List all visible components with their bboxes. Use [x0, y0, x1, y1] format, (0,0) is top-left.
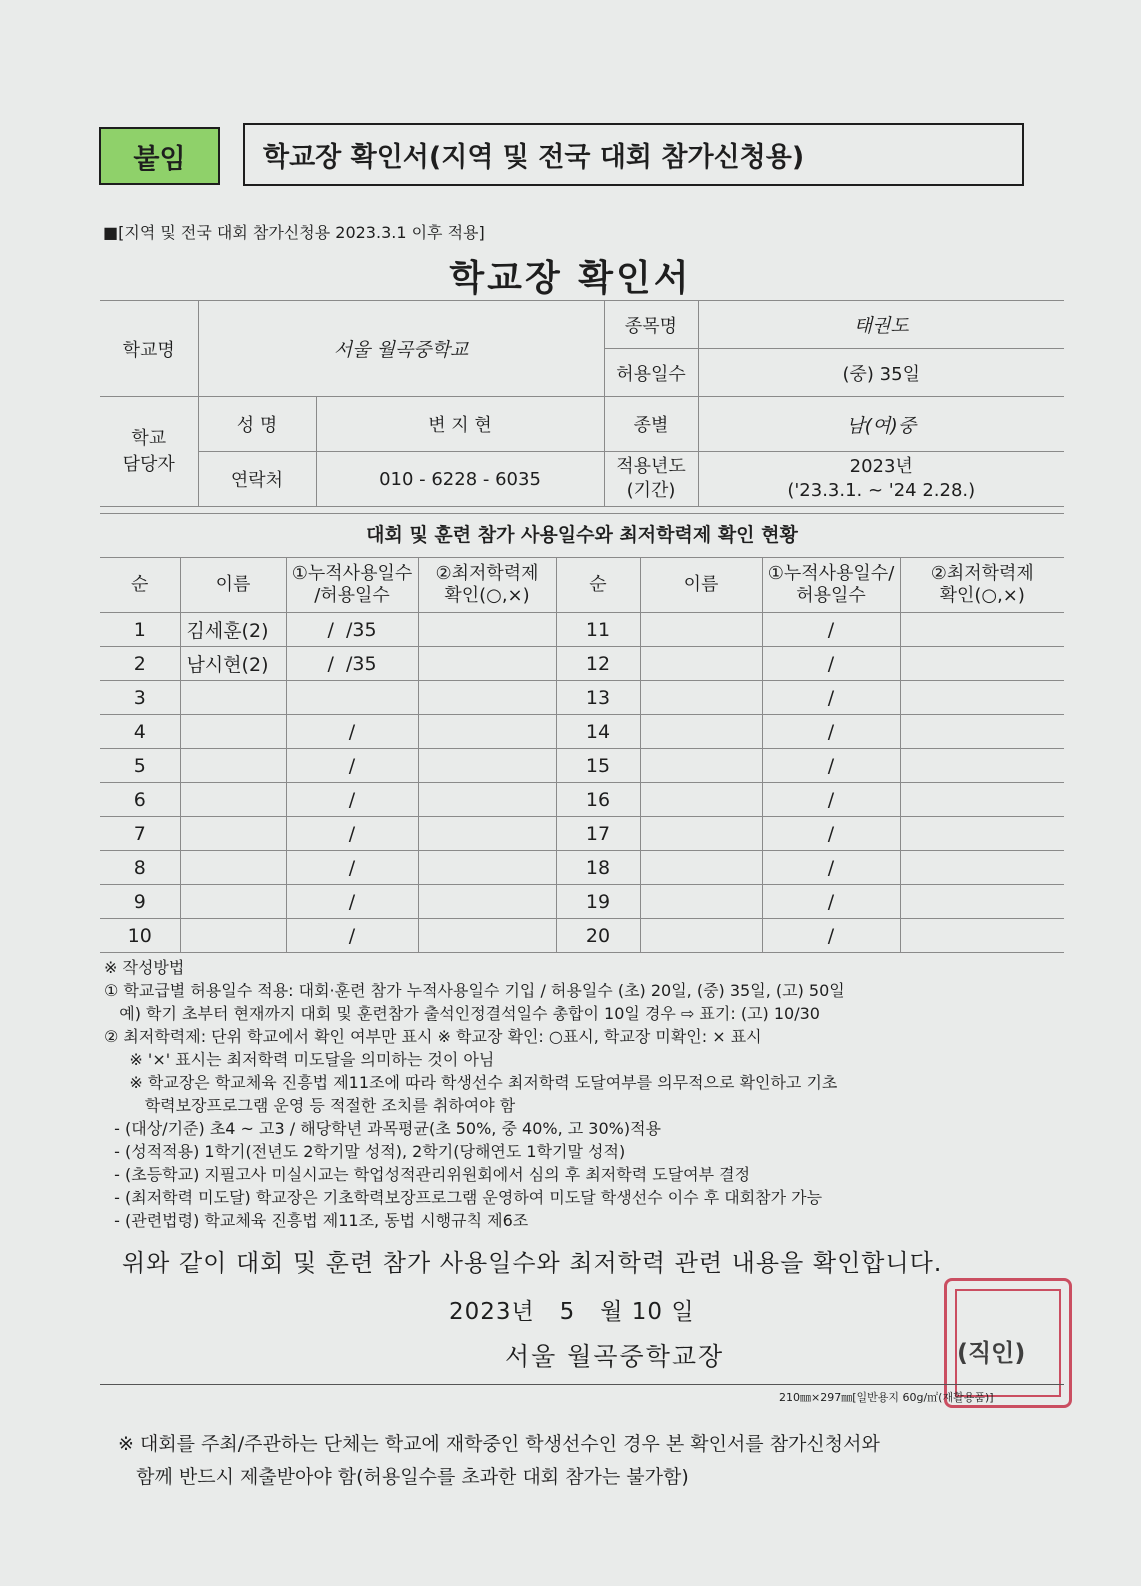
table-cell-no-r: 18: [556, 851, 640, 885]
table-cell-days-r: /: [762, 715, 900, 749]
manager-label: 학교 담당자: [100, 397, 198, 507]
table-cell-no-l: 10: [100, 919, 180, 953]
header-cell: 순: [100, 558, 180, 613]
table-cell-check-l: [418, 749, 556, 783]
table-row: [100, 919, 1064, 953]
table-cell-days-l: [286, 681, 418, 715]
table-cell-days-l: /: [286, 749, 418, 783]
writing-instructions: [104, 956, 1064, 1232]
table-cell-check-r: [900, 681, 1064, 715]
table-cell-name-l: [180, 851, 286, 885]
table-cell-check-l: [418, 783, 556, 817]
table-cell-days-r: /: [762, 851, 900, 885]
table-cell-no-r: 15: [556, 749, 640, 783]
page-title: 학교장 확인서: [449, 258, 692, 299]
header-cell: 이름: [640, 558, 762, 613]
table-cell-no-r: 16: [556, 783, 640, 817]
table-cell-check-l: [418, 851, 556, 885]
table-cell-no-l: 9: [100, 885, 180, 919]
allowed-days-label: 허용일수: [604, 349, 698, 397]
table-cell-name-r: [640, 681, 762, 715]
header-cell: ②최저학력제 확인(○,×): [418, 558, 556, 613]
table-cell-no-r: 19: [556, 885, 640, 919]
table-cell-days-l: /: [286, 919, 418, 953]
school-label: 학교명: [100, 301, 198, 397]
confirmation-date: 2023년 5 월 10 일: [449, 1299, 695, 1325]
table-cell-check-r: [900, 817, 1064, 851]
instruction-line: - (관련법령) 학교체육 진흥법 제11조, 동법 시행규칙 제6조: [104, 1211, 529, 1230]
attachment-tag: 붙임: [99, 127, 220, 185]
table-row: [100, 715, 1064, 749]
table-cell-days-l: /: [286, 817, 418, 851]
footer-line: 함께 반드시 제출받아야 함(허용일수를 초과한 대회 참가는 불가함): [118, 1466, 689, 1488]
period-label: 적용년도 (기간): [604, 452, 698, 507]
instruction-line: - (대상/기준) 초4 ~ 고3 / 해당학년 과목평균(초 50%, 중 40%, 고 30%)적용: [104, 1119, 662, 1138]
table-cell-check-l: [418, 885, 556, 919]
event-label: 종목명: [604, 301, 698, 349]
table-cell-name-r: [640, 919, 762, 953]
header-cell: ①누적사용일수 /허용일수: [286, 558, 418, 613]
table-cell-name-l: [180, 715, 286, 749]
seal-label: (직인): [957, 1339, 1026, 1367]
table-row: [100, 613, 1064, 647]
table-cell-name-r: [640, 715, 762, 749]
instruction-line: - (최저학력 미도달) 학교장은 기초학력보장프로그램 운영하여 미도달 학생선수 이수 후 대회참가 가능: [104, 1188, 823, 1207]
principal-signature-line: 서울 월곡중학교장: [505, 1342, 725, 1371]
table-cell-name-l: [180, 681, 286, 715]
instruction-line: ※ 학교장은 학교체육 진흥법 제11조에 따라 학생선수 최저학력 도달여부를 의무적으로 확인하고 기초: [104, 1073, 838, 1092]
instruction-line: - (성적적용) 1학기(전년도 2학기말 성적), 2학기(당해연도 1학기말 성적): [104, 1142, 626, 1161]
section-title: 대회 및 훈련 참가 사용일수와 최저학력제 확인 현황: [100, 513, 1064, 556]
table-cell-check-l: [418, 817, 556, 851]
table-row: [100, 647, 1064, 681]
table-row: [100, 749, 1064, 783]
table-cell-check-l: [418, 647, 556, 681]
instruction-line: ※ '×' 표시는 최저학력 미도달을 의미하는 것이 아님: [104, 1050, 495, 1069]
table-cell-days-l: /: [286, 715, 418, 749]
participation-table: [100, 557, 1064, 953]
table-cell-check-l: [418, 715, 556, 749]
table-row: [100, 681, 1064, 715]
table-cell-days-l: /: [286, 783, 418, 817]
table-cell-no-l: 2: [100, 647, 180, 681]
table-cell-name-l: [180, 919, 286, 953]
event-value: 태권도: [698, 301, 1064, 349]
table-cell-no-r: 12: [556, 647, 640, 681]
table-cell-name-l: [180, 817, 286, 851]
table-cell-days-r: /: [762, 885, 900, 919]
name-label: 성 명: [198, 397, 316, 452]
school-value: 서울 월곡중학교: [198, 301, 604, 397]
instruction-line: 학력보장프로그램 운영 등 적절한 조치를 취하여야 함: [104, 1096, 516, 1115]
instruction-line: ② 최저학력제: 단위 학교에서 확인 여부만 표시 ※ 학교장 확인: ○표시, 학교장 미확인: × 표시: [104, 1027, 762, 1046]
table-cell-no-l: 5: [100, 749, 180, 783]
table-cell-name-l: [180, 885, 286, 919]
confirmation-statement: 위와 같이 대회 및 훈련 참가 사용일수와 최저학력 관련 내용을 확인합니다.: [122, 1249, 943, 1277]
table-cell-days-l: / /35: [286, 613, 418, 647]
divider-line: [100, 1384, 1064, 1385]
table-cell-days-r: /: [762, 919, 900, 953]
table-cell-no-l: 4: [100, 715, 180, 749]
table-cell-days-r: /: [762, 783, 900, 817]
table-cell-days-r: /: [762, 817, 900, 851]
table-cell-no-r: 20: [556, 919, 640, 953]
table-cell-name-l: 김세훈(2): [180, 613, 286, 647]
period-value: 2023년 ('23.3.1. ~ '24 2.28.): [698, 452, 1064, 507]
instruction-line: 예) 학기 초부터 현재까지 대회 및 훈련참가 출석인정결석일수 총합이 10일 경우 ⇨ 표기: (고) 10/30: [104, 1004, 820, 1023]
table-cell-no-l: 1: [100, 613, 180, 647]
instruction-line: - (초등학교) 지필고사 미실시교는 학업성적관리위원회에서 심의 후 최저학력 도달여부 결정: [104, 1165, 751, 1184]
table-cell-name-l: [180, 749, 286, 783]
table-cell-name-r: [640, 647, 762, 681]
footer-line: ※ 대회를 주최/주관하는 단체는 학교에 재학중인 학생선수인 경우 본 확인서를 참가신청서와: [118, 1433, 880, 1455]
table-cell-days-r: /: [762, 681, 900, 715]
table-cell-name-l: 남시현(2): [180, 647, 286, 681]
table-cell-no-l: 6: [100, 783, 180, 817]
table-cell-days-r: /: [762, 613, 900, 647]
table-cell-days-r: /: [762, 749, 900, 783]
allowed-days-value: (중) 35일: [698, 349, 1064, 397]
table-cell-name-r: [640, 749, 762, 783]
table-cell-name-l: [180, 783, 286, 817]
table-cell-check-r: [900, 919, 1064, 953]
table-cell-days-l: /: [286, 885, 418, 919]
instruction-line: ※ 작성방법: [104, 958, 185, 977]
table-cell-check-r: [900, 647, 1064, 681]
table-row: [100, 817, 1064, 851]
table-cell-no-l: 8: [100, 851, 180, 885]
table-row: [100, 851, 1064, 885]
header-cell: ②최저학력제 확인(○,×): [900, 558, 1064, 613]
contact-label: 연락처: [198, 452, 316, 507]
table-cell-no-l: 3: [100, 681, 180, 715]
gender-label: 종별: [604, 397, 698, 452]
contact-value: 010 - 6228 - 6035: [316, 452, 604, 507]
table-cell-no-r: 13: [556, 681, 640, 715]
table-cell-no-r: 14: [556, 715, 640, 749]
header-cell: 순: [556, 558, 640, 613]
gender-value: 남(여)중: [698, 397, 1064, 452]
table-cell-check-r: [900, 885, 1064, 919]
table-cell-no-r: 17: [556, 817, 640, 851]
table-cell-check-l: [418, 681, 556, 715]
paper-size-note: 210㎜×297㎜[일반용지 60g/㎡(재활용품)]: [779, 1391, 994, 1404]
table-cell-check-r: [900, 851, 1064, 885]
table-cell-name-r: [640, 817, 762, 851]
table-cell-days-l: /: [286, 851, 418, 885]
table-cell-name-r: [640, 613, 762, 647]
table-cell-no-l: 7: [100, 817, 180, 851]
table-cell-name-r: [640, 783, 762, 817]
table-row: [100, 885, 1064, 919]
table-cell-check-l: [418, 613, 556, 647]
table-header-row: [100, 558, 1064, 613]
table-cell-days-l: / /35: [286, 647, 418, 681]
applicability-notice: ■[지역 및 전국 대회 참가신청용 2023.3.1 이후 적용]: [103, 223, 485, 242]
header-cell: 이름: [180, 558, 286, 613]
table-cell-check-r: [900, 715, 1064, 749]
table-cell-check-r: [900, 613, 1064, 647]
name-value: 변 지 현: [316, 397, 604, 452]
instruction-line: ① 학교급별 허용일수 적용: 대회·훈련 참가 누적사용일수 기입 / 허용일수 (초) 20일, (중) 35일, (고) 50일: [104, 981, 845, 1000]
table-cell-check-r: [900, 749, 1064, 783]
table-row: [100, 783, 1064, 817]
document-header-title: 학교장 확인서(지역 및 전국 대회 참가신청용): [243, 123, 1024, 186]
table-cell-check-l: [418, 919, 556, 953]
table-cell-check-r: [900, 783, 1064, 817]
table-cell-name-r: [640, 885, 762, 919]
table-cell-name-r: [640, 851, 762, 885]
header-cell: ①누적사용일수/ 허용일수: [762, 558, 900, 613]
table-cell-no-r: 11: [556, 613, 640, 647]
table-cell-days-r: /: [762, 647, 900, 681]
footer-note: [118, 1428, 880, 1494]
school-info-table: [100, 300, 1064, 507]
